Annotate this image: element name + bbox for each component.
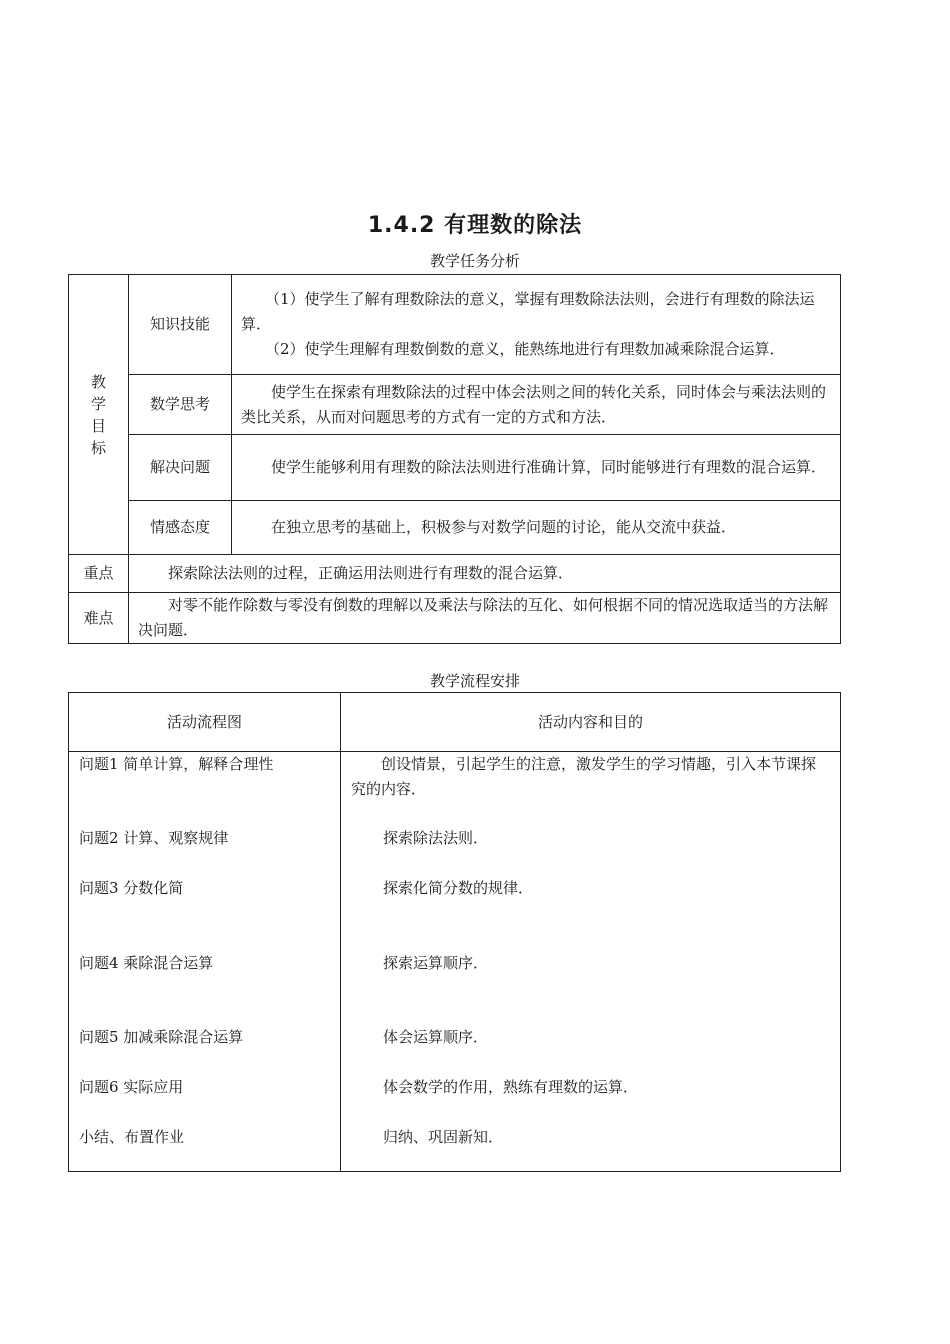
goal-content: 在独立思考的基础上，积极参与对数学问题的讨论，能从交流中获益． <box>232 501 841 555</box>
goal-row-knowledge <box>69 275 841 375</box>
flow-step-7: 小结、布置作业 <box>79 1128 185 1146</box>
flow-purpose-3: 探索化简分数的规律． <box>383 879 534 897</box>
flow-header-row <box>69 693 841 752</box>
page-title: 1.4.2 有理数的除法 <box>367 213 583 238</box>
flow-step-2: 问题2 计算、观察规律 <box>79 829 229 847</box>
goal-row-problem-solving <box>69 435 841 501</box>
goal-name: 知识技能 <box>129 275 232 375</box>
key-point-label: 重点 <box>69 555 129 593</box>
task-analysis-table <box>68 274 841 644</box>
flow-step-4: 问题4 乘除混合运算 <box>79 954 214 972</box>
flow-step-1: 问题1 简单计算，解释合理性 <box>79 755 274 773</box>
difficulty-row <box>69 593 841 644</box>
difficulty-text: 对零不能作除数与零没有倒数的理解以及乘法与除法的互化、如何根据不同的情况选取适当的方法解决问题． <box>129 593 841 644</box>
goal-row-thinking <box>69 375 841 435</box>
goal-name: 数学思考 <box>129 375 232 435</box>
goal-content: 使学生能够利用有理数的除法法则进行准确计算，同时能够进行有理数的混合运算． <box>232 435 841 501</box>
flow-header-purpose: 活动内容和目的 <box>341 693 841 752</box>
goal-content: 使学生在探索有理数除法的过程中体会法则之间的转化关系，同时体会与乘法法则的类比关系，从而对问题思考的方式有一定的方式和方法． <box>232 375 841 435</box>
flow-header-steps: 活动流程图 <box>69 693 341 752</box>
flow-purpose-5: 体会运算顺序． <box>383 1028 489 1046</box>
goal-name: 情感态度 <box>129 501 232 555</box>
goal-label: 教 学 目 标 <box>69 275 129 555</box>
goal-content: （1）使学生了解有理数除法的意义，掌握有理数除法法则，会进行有理数的除法运算． （2）使学生理解有理数倒数的意义，能熟练地进行有理数加减乘除混合运算． <box>232 275 841 375</box>
flow-caption: 教学流程安排 <box>429 672 520 690</box>
flow-step-5: 问题5 加减乘除混合运算 <box>79 1028 244 1046</box>
goal-name: 解决问题 <box>129 435 232 501</box>
key-point-row <box>69 555 841 593</box>
difficulty-label: 难点 <box>69 593 129 644</box>
goal-row-attitude <box>69 501 841 555</box>
flow-purpose-2: 探索除法法则． <box>383 829 489 847</box>
flow-purpose-1: 创设情景，引起学生的注意，激发学生的学习情趣，引入本节课探究的内容． <box>351 755 817 798</box>
flow-step-6: 问题6 实际应用 <box>79 1078 184 1096</box>
flow-purpose-7: 归纳、巩固新知． <box>383 1128 504 1146</box>
flow-step-3: 问题3 分数化简 <box>79 879 184 897</box>
flow-purpose-4: 探索运算顺序． <box>383 954 489 972</box>
analysis-caption: 教学任务分析 <box>429 252 520 270</box>
flow-purpose-6: 体会数学的作用，熟练有理数的运算． <box>383 1078 639 1096</box>
key-point-text: 探索除法法则的过程，正确运用法则进行有理数的混合运算． <box>129 555 841 593</box>
